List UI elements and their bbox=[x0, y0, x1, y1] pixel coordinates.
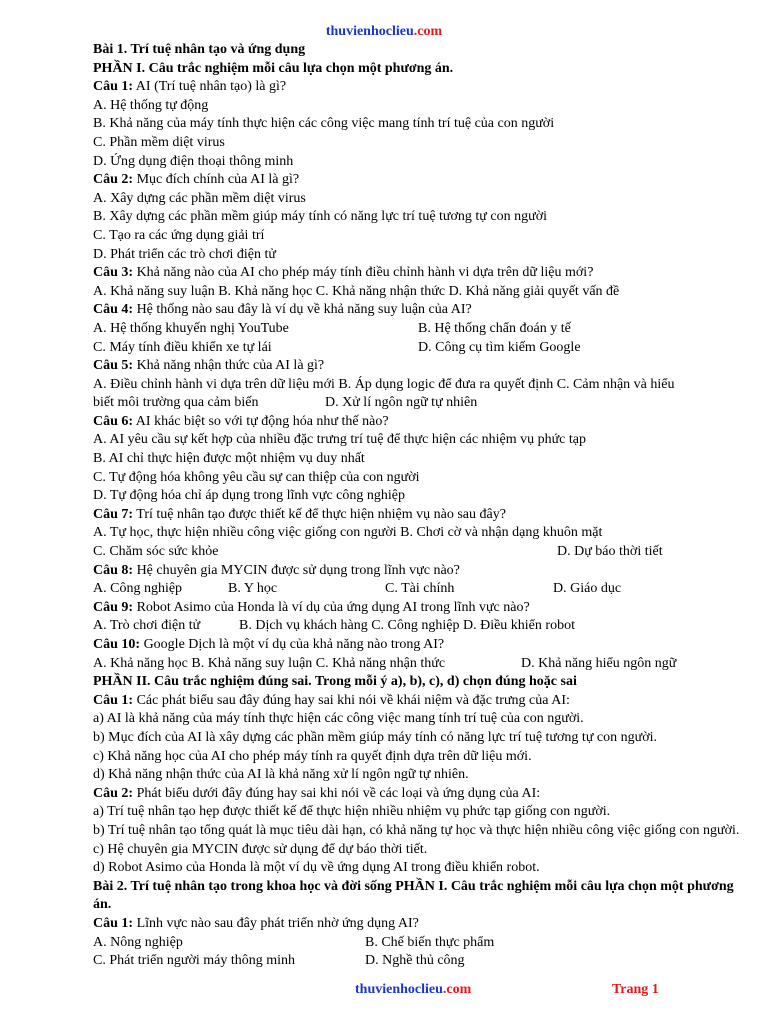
question-4 bbox=[93, 301, 753, 320]
option-c: C. Tài chính bbox=[385, 581, 455, 597]
header-brand-domain: .com bbox=[413, 24, 443, 39]
option-a: A. Xây dựng các phần mềm diệt virus bbox=[93, 190, 306, 206]
options-row bbox=[93, 394, 753, 413]
footer-brand-domain: .com bbox=[442, 982, 472, 997]
footer-brand bbox=[355, 982, 471, 998]
option-d: D. Xử lí ngôn ngữ tự nhiên bbox=[325, 395, 478, 411]
question-2 bbox=[93, 171, 753, 190]
question-label: Câu 1: bbox=[93, 692, 134, 708]
question-3 bbox=[93, 264, 753, 283]
question-label: Câu 4: bbox=[93, 302, 134, 318]
question-label: Câu 1: bbox=[93, 79, 134, 95]
document-body bbox=[93, 41, 753, 971]
question-label: Câu 7: bbox=[93, 506, 134, 522]
question-10 bbox=[93, 636, 753, 655]
option-d: D. Dự báo thời tiết bbox=[557, 544, 663, 560]
question-8 bbox=[93, 562, 753, 581]
footer-brand-name: thuvienhoclieu bbox=[355, 982, 443, 997]
options-row bbox=[93, 934, 753, 953]
question-label: Câu 2: bbox=[93, 172, 134, 188]
option-b: B. Hệ thống chẩn đoán y tế bbox=[418, 320, 571, 336]
option-d: D. Giáo dục bbox=[553, 581, 622, 597]
question-6 bbox=[93, 413, 753, 432]
option-c: C. Máy tính điều khiển xe tự lái bbox=[93, 339, 272, 355]
options-row bbox=[93, 320, 753, 339]
page-number: Trang 1 bbox=[612, 982, 659, 997]
question-text: Robot Asimo của Honda là ví dụ của ứng dụng AI trong lĩnh vực nào? bbox=[133, 599, 530, 615]
options-row bbox=[93, 617, 753, 636]
question-text: Hệ chuyên gia MYCIN được sử dụng trong lĩnh vực nào? bbox=[133, 562, 460, 578]
option-a: A. Hệ thống tự động bbox=[93, 97, 209, 113]
part-1-heading: PHẦN I. Câu trắc nghiệm mỗi câu lựa chọn một phương án. bbox=[93, 60, 454, 76]
true-false-question-1 bbox=[93, 692, 753, 711]
options-row: A. Điều chỉnh hành vi dựa trên dữ liệu mới B. Áp dụng logic để đưa ra quyết định C. Cảm nhận và hiểu bbox=[93, 376, 675, 392]
option-c: C. Tạo ra các ứng dụng giải trí bbox=[93, 227, 265, 243]
question-text: Hệ thống nào sau đây là ví dụ về khả năng suy luận của AI? bbox=[133, 302, 472, 318]
lesson-1-title: Bài 1. Trí tuệ nhân tạo và ứng dụng bbox=[93, 42, 306, 57]
question-text: Trí tuệ nhân tạo được thiết kế để thực hiện nhiệm vụ nào sau đây? bbox=[133, 506, 506, 522]
option-d: D. Khả năng hiểu ngôn ngữ bbox=[521, 655, 677, 671]
question-text: Khả năng nhận thức của AI là gì? bbox=[133, 358, 325, 374]
question-text: Các phát biểu sau đây đúng hay sai khi nói về khái niệm và đặc trưng của AI: bbox=[133, 692, 570, 708]
option-b: B. Xây dựng các phần mềm giúp máy tính có năng lực trí tuệ tương tự con người bbox=[93, 209, 547, 225]
option-d: D. Tự động hóa chỉ áp dụng trong lĩnh vực công nghiệp bbox=[93, 488, 405, 504]
statement-b-c: b) Trí tuệ nhân tạo tổng quát là mục tiêu dài hạn, có khả năng tự học và thực hiện nhiều công việc giống con người. c) Hệ chuyên gia MYCIN được sử dụng để dự báo thời tiết. bbox=[93, 822, 740, 857]
question-text: Khả năng nào của AI cho phép máy tính điều chỉnh hành vi dựa trên dữ liệu mới? bbox=[133, 265, 594, 281]
page-header bbox=[0, 24, 768, 40]
option-c: C. Phần mềm diệt virus bbox=[93, 134, 225, 150]
option-a: A. Hệ thống khuyến nghị YouTube bbox=[93, 320, 289, 336]
question-label: Câu 2: bbox=[93, 785, 134, 801]
option-c: C. Tự động hóa không yêu cầu sự can thiệp của con người bbox=[93, 469, 420, 485]
options-abc: A. Khả năng học B. Khả năng suy luận C. Khả năng nhận thức bbox=[93, 655, 446, 671]
option-c-cont: biết môi trường qua cảm biến bbox=[93, 395, 259, 411]
option-d: D. Công cụ tìm kiếm Google bbox=[418, 339, 581, 355]
question-label: Câu 9: bbox=[93, 599, 134, 615]
question-label: Câu 6: bbox=[93, 413, 134, 429]
option-d: D. Phát triển các trò chơi điện tử bbox=[93, 246, 276, 262]
question-label: Câu 1: bbox=[93, 915, 134, 931]
question-text: Phát biểu dưới đây đúng hay sai khi nói về các loại và ứng dụng của AI: bbox=[133, 785, 541, 801]
options-row bbox=[93, 952, 753, 971]
statement-a: a) Trí tuệ nhân tạo hẹp được thiết kế để thực hiện nhiều nhiệm vụ phức tạp giống con người. bbox=[93, 804, 611, 820]
option-d: D. Nghề thủ công bbox=[365, 953, 465, 969]
question-9 bbox=[93, 599, 753, 618]
question-label: Câu 8: bbox=[93, 562, 134, 578]
options-bcd: B. Dịch vụ khách hàng C. Công nghiệp D. Điều khiển robot bbox=[239, 618, 575, 634]
options-row bbox=[93, 339, 753, 358]
question-label: Câu 3: bbox=[93, 265, 134, 281]
page-footer bbox=[0, 982, 768, 1000]
question-7 bbox=[93, 506, 753, 525]
question-text: Google Dịch là một ví dụ của khả năng nào trong AI? bbox=[140, 637, 445, 652]
option-d: D. Ứng dụng điện thoại thông minh bbox=[93, 153, 294, 169]
question-5 bbox=[93, 357, 753, 376]
question-text: Lĩnh vực nào sau đây phát triển nhờ ứng dụng AI? bbox=[133, 915, 419, 931]
header-brand-name: thuvienhoclieu bbox=[325, 24, 414, 39]
question-text: AI (Trí tuệ nhân tạo) là gì? bbox=[133, 79, 287, 95]
options-row: A. Tự học, thực hiện nhiều công việc giống con người B. Chơi cờ và nhận dạng khuôn mặt bbox=[93, 525, 603, 541]
question-label: Câu 10: bbox=[93, 637, 141, 652]
option-a: A. AI yêu cầu sự kết hợp của nhiều đặc trưng trí tuệ để thực hiện các nhiệm vụ phức tạp bbox=[93, 432, 586, 448]
option-a: A. Nông nghiệp bbox=[93, 934, 183, 950]
option-b: B. Chế biến thực phẩm bbox=[365, 934, 495, 950]
options-row: A. Khả năng suy luận B. Khả năng học C. Khả năng nhận thức D. Khả năng giải quyết vấn đề bbox=[93, 283, 620, 299]
statement-a: a) AI là khả năng của máy tính thực hiện các công việc mang tính trí tuệ của con người. bbox=[93, 711, 584, 727]
true-false-question-2 bbox=[93, 785, 753, 804]
option-b: B. AI chỉ thực hiện được một nhiệm vụ duy nhất bbox=[93, 451, 365, 467]
part-2-heading: PHẦN II. Câu trắc nghiệm đúng sai. Trong mỗi ý a), b), c), d) chọn đúng hoặc sai bbox=[93, 674, 577, 690]
statement-b: b) Mục đích của AI là xây dựng các phần mềm giúp máy tính có năng lực trí tuệ tương tự con người. bbox=[93, 729, 657, 745]
option-b: B. Y học bbox=[228, 581, 278, 597]
option-c: C. Chăm sóc sức khỏe bbox=[93, 544, 219, 560]
lesson-2-question-1 bbox=[93, 915, 753, 934]
options-row bbox=[93, 580, 753, 599]
question-text: AI khác biệt so với tự động hóa như thế nào? bbox=[133, 413, 389, 429]
options-row bbox=[93, 655, 753, 674]
option-b: B. Khả năng của máy tính thực hiện các công việc mang tính trí tuệ của con người bbox=[93, 116, 555, 132]
statement-c: c) Khả năng học của AI cho phép máy tính ra quyết định dựa trên dữ liệu mới. bbox=[93, 748, 532, 764]
options-row bbox=[93, 543, 753, 562]
statement-d: d) Khả năng nhận thức của AI là khả năng xử lí ngôn ngữ tự nhiên. bbox=[93, 767, 469, 783]
option-a: A. Trò chơi điện tử bbox=[93, 618, 201, 634]
question-text: Mục đích chính của AI là gì? bbox=[133, 172, 300, 188]
option-a: A. Công nghiệp bbox=[93, 581, 183, 597]
option-c: C. Phát triển người máy thông minh bbox=[93, 953, 296, 969]
question-1 bbox=[93, 78, 753, 97]
lesson-2-title: Bài 2. Trí tuệ nhân tạo trong khoa học và đời sống PHẦN I. Câu trắc nghiệm mỗi câu lựa chọn một phương án. bbox=[93, 878, 734, 913]
question-label: Câu 5: bbox=[93, 358, 134, 374]
statement-d: d) Robot Asimo của Honda là một ví dụ về ứng dụng AI trong điều khiển robot. bbox=[93, 860, 540, 876]
